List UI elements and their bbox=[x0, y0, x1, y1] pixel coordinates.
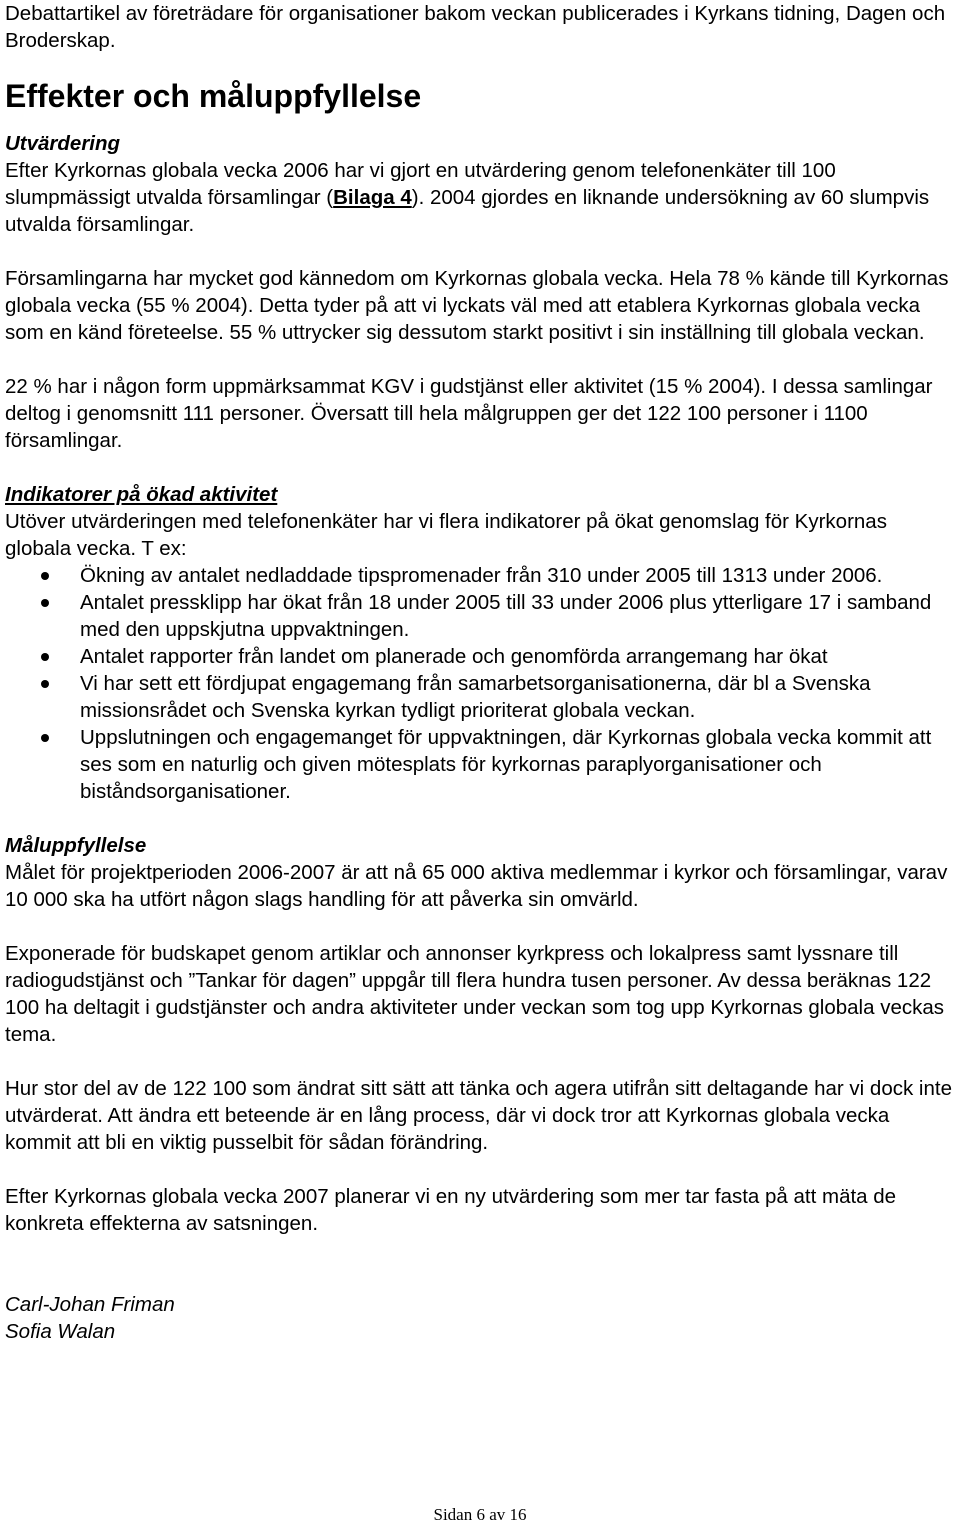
goals-paragraph-1: Målet för projektperioden 2006-2007 är att nå 65 000 aktiva medlemmar i kyrkor och församlingar, varav 10 000 ska ha utfört någon slags handling för att påverka sin omvärld. bbox=[5, 861, 948, 911]
signature-name: Carl-Johan Friman bbox=[5, 1293, 175, 1316]
signature-name: Sofia Walan bbox=[5, 1320, 116, 1343]
evaluation-paragraph-2: Församlingarna har mycket god kännedom om Kyrkornas globala vecka. Hela 78 % kände till Kyrkornas globala vecka (55 % 2004). Detta tyder på att vi lyckats väl med att etablera Kyrkornas globala vecka som en känd företeelse. 55 % uttrycker sig dessutom starkt positivt i sin inställning till globala veckan. bbox=[5, 267, 949, 344]
indicators-heading: Indikatorer på ökad aktivitet bbox=[5, 483, 278, 506]
intro-paragraph: Debattartikel av företrädare för organisationer bakom veckan publicerades i Kyrkans tidning, Dagen och Broderskap. bbox=[5, 2, 946, 52]
evaluation-text-a: Efter Kyrkornas globala vecka 2006 har vi gjort en utvärdering genom telefonenkäter till 100 slumpmässigt utvalda församlingar ( bbox=[5, 159, 836, 209]
bullet-icon bbox=[41, 680, 49, 688]
bullet-icon bbox=[41, 599, 49, 607]
list-item bbox=[5, 589, 955, 643]
list-item bbox=[5, 562, 955, 589]
list-item-text: Uppslutningen och engagemanget för uppvaktningen, där Kyrkornas globala vecka kommit att ses som en naturlig och given mötesplats för kyrkornas paraplyorganisationer och biståndsorganisationer. bbox=[80, 726, 932, 803]
goals-paragraph-4: Efter Kyrkornas globala vecka 2007 planerar vi en ny utvärdering som mer tar fasta på att mäta de konkreta effekterna av satsningen. bbox=[5, 1185, 897, 1235]
indicators-intro: Utöver utvärderingen med telefonenkäter har vi flera indikatorer på ökat genomslag för Kyrkornas globala vecka. T ex: bbox=[5, 510, 887, 560]
page-number: Sidan 6 av 16 bbox=[433, 1505, 527, 1524]
spacer bbox=[5, 346, 955, 373]
bullet-icon bbox=[41, 572, 49, 580]
section-title: Effekter och måluppfyllelse bbox=[5, 78, 422, 114]
spacer bbox=[5, 805, 955, 832]
evaluation-text-b: ). 2004 gjordes en liknande undersökning av 60 slumpvis utvalda församlingar. bbox=[5, 186, 930, 236]
evaluation-paragraph-3: 22 % har i någon form uppmärksammat KGV i gudstjänst eller aktivitet (15 % 2004). I dessa samlingar deltog i genomsnitt 111 personer. Översatt till hela målgruppen ger det 122 100 personer i 1100 församlingar. bbox=[5, 375, 933, 452]
list-item-text: Antalet pressklipp har ökat från 18 under 2005 till 33 under 2006 plus ytterligare 17 i samband med den uppskjutna uppvaktningen. bbox=[80, 591, 932, 641]
spacer bbox=[5, 1048, 955, 1075]
list-item-text: Ökning av antalet nedladdade tipspromenader från 310 under 2005 till 1313 under 2006. bbox=[80, 564, 883, 587]
evaluation-paragraph-1 bbox=[5, 157, 955, 238]
goals-paragraph-2: Exponerade för budskapet genom artiklar och annonser kyrkpress och lokalpress samt lyssnare till radiogudstjänst och ”Tankar för dagen” uppgår till flera hundra tusen personer. Av dessa beräknas 122 100 ha deltagit i gudstjänster och andra aktiviteter under veckan som tog upp Kyrkornas globala veckas tema. bbox=[5, 942, 944, 1046]
spacer bbox=[5, 1264, 955, 1291]
spacer bbox=[5, 1156, 955, 1183]
goals-paragraph-3: Hur stor del av de 122 100 som ändrat sitt sätt att tänka och agera utifrån sitt deltagande har vi dock inte utvärderat. Att ändra ett beteende är en lång process, där vi dock tror att Kyrkornas globala vecka kommit att bli en viktig pusselbit för sådan förändring. bbox=[5, 1077, 952, 1154]
list-item-text: Antalet rapporter från landet om planerade och genomförda arrangemang har ökat bbox=[80, 645, 828, 668]
appendix-link[interactable]: Bilaga 4 bbox=[333, 186, 412, 209]
list-item bbox=[5, 643, 955, 670]
spacer bbox=[5, 913, 955, 940]
bullet-icon bbox=[41, 653, 49, 661]
list-item bbox=[5, 724, 955, 805]
list-item-text: Vi har sett ett fördjupat engagemang från samarbetsorganisationerna, där bl a Svenska missionsrådet och Svenska kyrkan tydligt prioriterat globala veckan. bbox=[80, 672, 871, 722]
spacer bbox=[5, 454, 955, 481]
goals-heading: Måluppfyllelse bbox=[5, 834, 147, 857]
spacer bbox=[5, 238, 955, 265]
evaluation-heading: Utvärdering bbox=[5, 132, 121, 155]
indicators-list bbox=[5, 562, 955, 805]
list-item bbox=[5, 670, 955, 724]
spacer bbox=[5, 1237, 955, 1264]
bullet-icon bbox=[41, 734, 49, 742]
document-page bbox=[5, 0, 955, 1345]
